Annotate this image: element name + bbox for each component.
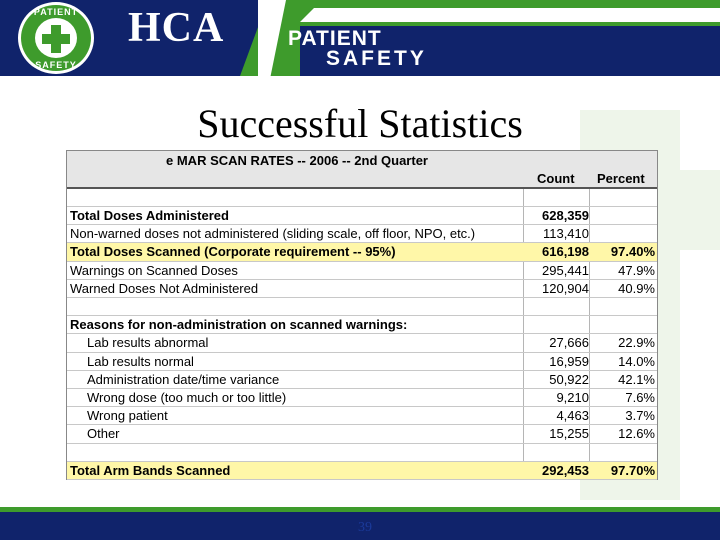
row-percent: 12.6% xyxy=(618,426,655,442)
table-header xyxy=(67,151,657,189)
patient-safety-logo xyxy=(18,2,94,74)
row-count: 9,210 xyxy=(556,390,589,405)
table-row-spacer xyxy=(67,189,657,207)
table-row xyxy=(67,353,657,371)
row-count: 16,959 xyxy=(549,353,589,369)
slide-title-text: Successful Statistics xyxy=(197,101,523,146)
table-row xyxy=(67,389,657,407)
table-row xyxy=(67,334,657,352)
row-percent: 47.9% xyxy=(618,262,655,278)
row-percent: 97.70% xyxy=(610,462,655,478)
scan-rates-table xyxy=(66,150,658,480)
table-row xyxy=(67,371,657,389)
header-white-stripe xyxy=(300,8,720,22)
slide-footer xyxy=(0,512,720,540)
logo-ring-text-bottom: SAFETY xyxy=(35,60,77,70)
patient-safety-word-1: PATIENT xyxy=(288,27,382,50)
row-label: Lab results abnormal xyxy=(87,335,209,351)
row-count: 292,453 xyxy=(542,462,589,478)
brand-logo-text: HCA xyxy=(128,5,225,51)
table-row xyxy=(67,262,657,280)
row-percent: 3.7% xyxy=(625,408,655,424)
table-row xyxy=(67,207,657,225)
row-count: 50,922 xyxy=(549,371,589,387)
patient-safety-word-2: SAFETY xyxy=(326,47,427,70)
row-label: Reasons for non-administration on scanned warnings: xyxy=(70,317,408,333)
table-row-spacer xyxy=(67,298,657,316)
row-label: Warned Doses Not Administered xyxy=(70,280,259,296)
column-header-percent: Percent xyxy=(597,171,645,186)
row-label: Warnings on Scanned Doses xyxy=(70,262,238,278)
row-label: Total Doses Administered xyxy=(70,208,229,223)
table-row-highlighted xyxy=(67,462,657,480)
row-label: Lab results normal xyxy=(87,353,194,369)
row-label: Wrong dose (too much or too little) xyxy=(87,390,287,405)
row-percent: 42.1% xyxy=(618,371,655,387)
row-label: Wrong patient xyxy=(87,408,168,424)
row-label: Non-warned doses not administered (sliding scale, off floor, NPO, etc.) xyxy=(70,226,476,242)
row-label: Other xyxy=(87,426,120,442)
row-label: Administration date/time variance xyxy=(87,371,280,387)
row-count: 113,410 xyxy=(542,226,589,242)
row-percent: 14.0% xyxy=(618,353,655,369)
table-row-section-heading xyxy=(67,316,657,334)
row-count: 27,666 xyxy=(549,335,589,351)
table-row-spacer xyxy=(67,444,657,462)
row-percent: 22.9% xyxy=(618,335,655,351)
table-row xyxy=(67,407,657,425)
row-label: Total Arm Bands Scanned xyxy=(70,462,231,478)
row-percent: 97.40% xyxy=(610,244,655,260)
medical-cross-icon-bar xyxy=(42,34,70,44)
table-row xyxy=(67,280,657,298)
logo-ring-text-top: PATIENT xyxy=(33,7,79,17)
row-percent: 40.9% xyxy=(618,280,655,296)
row-percent: 7.6% xyxy=(625,390,655,405)
slide-title xyxy=(0,100,720,147)
row-count: 628,359 xyxy=(542,208,589,223)
slide-header xyxy=(0,0,720,76)
row-count: 120,904 xyxy=(542,280,589,296)
row-count: 295,441 xyxy=(542,262,589,278)
table-row-highlighted xyxy=(67,243,657,261)
row-label: Total Doses Scanned (Corporate requirement -- 95%) xyxy=(70,244,396,260)
table-row xyxy=(67,425,657,443)
row-count: 4,463 xyxy=(556,408,589,424)
slide-number: 39 xyxy=(358,520,372,535)
column-header-count: Count xyxy=(537,171,575,186)
table-row xyxy=(67,225,657,243)
table-title: e MAR SCAN RATES -- 2006 -- 2nd Quarter xyxy=(166,153,428,168)
row-count: 616,198 xyxy=(542,244,589,260)
row-count: 15,255 xyxy=(549,426,589,442)
